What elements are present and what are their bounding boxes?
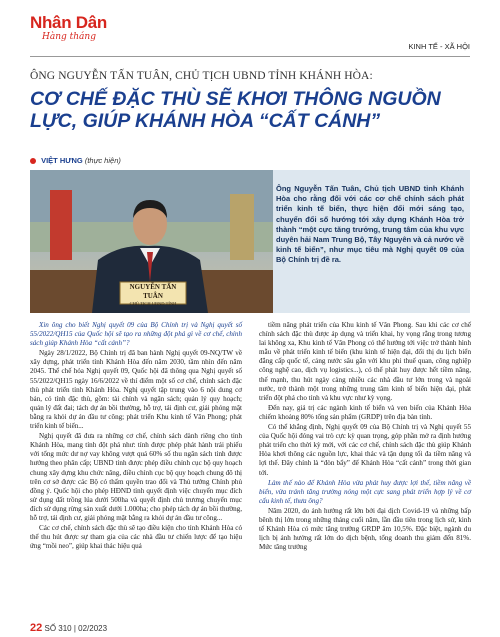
logo-main-text: Nhân Dân	[30, 13, 107, 32]
body-column-right	[259, 321, 471, 553]
author-role: (thực hiện)	[84, 156, 121, 165]
body-paragraph: Nghị quyết đã đưa ra những cơ chế, chính sách dành riêng cho tỉnh Khánh Hòa, mang tính đột phá như: tính được phép phát hành trái phiếu với tổng mức dư nợ vay không vượt quá 60% số thu ngân sách tỉnh được hưởng theo phân cấp; UBND tỉnh được phép điều chỉnh cục bộ quy hoạch chung xây dựng khu chức năng, điều chỉnh cục bộ quy hoạch chung đô thị trên cơ sở được các Bộ có thẩm quyền trao đổi và Thủ tướng Chính phủ đồng ý. Quốc hội cho phép HĐND tỉnh quyết định việc chuyển mục đích sử dụng đất trồng lúa dưới 500ha và quyết định chủ trương chuyển mục đích sử dụng rừng sản xuất dưới 1.000ha; cho phép tách dự án bồi thường, hỗ trợ, tái định cư, giải phóng mặt bằng ra khỏi dự án đầu tư công...	[30, 432, 242, 522]
byline	[30, 156, 121, 165]
nameplate-role: CHỦ TỊCH UBND TỈNH	[129, 301, 177, 306]
body-paragraph: Năm 2020, do ảnh hưởng rất lớn bởi đại dịch Covid-19 và những bấp bênh thị lớn trong những tháng cuối năm, lần đầu tiên trong lịch sử, kinh tế Khánh Hòa có mức tăng trưởng GRDP âm 10,5%. Đặc biệt, ngành du lịch bị ảnh hưởng rất lớn do dịch bệnh, tổng doanh thu giảm đến 81%. Mức tăng trưởng	[259, 506, 471, 552]
body-paragraph: Ngày 28/1/2022, Bộ Chính trị đã ban hành Nghị quyết 09-NQ/TW về xây dựng, phát triển tỉnh Khánh Hòa đến năm 2030, tầm nhìn đến năm 2045. Thể chế hóa Nghị quyết 09, Quốc hội đã thông qua Nghị quyết số 55/2022/QH15 ngày 16/6/2022 về thí điểm một số cơ chế, chính sách đặc thù phát triển tỉnh Khánh Hòa. Nghị quyết tập trung vào 6 nội dung cơ bản, có tính đặc thù, gồm: tài chính và ngân sách; quản lý quy hoạch; quản lý đất đai; tách dự án bồi thường, hỗ trợ, tái định cư, giải phóng mặt bằng ra khỏi dự án đầu tư công; phát triển Khu kinh tế Vân Phong; phát triển kinh tế biển...	[30, 349, 242, 431]
nameplate-name: NGUYỄN TẤN TUÂN	[129, 283, 177, 300]
page-number: 22	[30, 622, 43, 634]
body-paragraph: Các cơ chế, chính sách đặc thù sẽ tạo điều kiện cho tỉnh Khánh Hòa có thể thu hút được sự tham gia của các nhà đầu tư chiến lược để tạo hiệu ứng “mồi neo”, giúp khai thác hiệu quả	[30, 524, 242, 551]
body-paragraph: tiềm năng phát triển của Khu kinh tế Vân Phong. Sau khi các cơ chế chính sách đặc thù được áp dụng và triển khai, hy vọng rằng trong tương lai không xa, Khu kinh tế Vân Phong có thể hướng tới việc trở thành hình mẫu về phát triển kinh tế biển (khu kinh tế hiện đại, đổi thị du lịch biển đẳng cấp quốc tế, cảng nước sâu gắn với khu phi thuế quan, công nghiệp công nghệ cao, dịch vụ logistics...), có thể phát huy được hết tiềm năng, thế mạnh, thu hút ngày càng nhiều các nhà đầu tư lớn trong và ngoài nước, trở thành một trong những trung tâm kinh tế biển hiện đại, phát triển đột phá cho tỉnh và khu vực như kỳ vọng.	[259, 321, 471, 402]
nameplate	[120, 283, 186, 307]
body-paragraph: Đến nay, giá trị các ngành kinh tế biển và ven biển của Khánh Hòa chiếm khoảng 80% tổng sản phẩm (GRDP) trên địa bàn tỉnh.	[259, 403, 471, 421]
page-footer	[30, 622, 107, 634]
interview-question: Xin ông cho biết Nghị quyết 09 của Bộ Chính trị và Nghị quyết số 55/2022/QH15 của Quốc hội sẽ tạo ra những đột phá gì về cơ chế, chính sách giúp Khánh Hòa “cất cánh”?	[30, 321, 242, 348]
logo-sub-text: Hàng tháng	[42, 32, 96, 42]
byline-bullet-icon	[30, 158, 36, 164]
interview-question: Làm thế nào để Khánh Hòa vừa phát huy được lợi thế, tiềm năng về biển, vừa tránh tăng trưởng nóng một cực sang phát triển hợp lý về cơ cấu kinh tế, thưa ông?	[259, 478, 471, 505]
section-label: KINH TẾ - XÃ HỘI	[408, 42, 470, 51]
photo-caption: Ông Nguyễn Tấn Tuân, Chủ tịch UBND tỉnh Khánh Hòa cho rằng đối với các cơ chế chính sách phát triển kinh tế biển, thực hiện đổi mới sáng tạo, chuyển đổi số hướng tới xây dựng Khánh Hòa trở thành “một cực tăng trưởng, trung tâm của khu vực duyên hải Nam Trung Bộ, Tây Nguyên và cả nước về kinh tế biển”, như mục tiêu mà Nghị quyết 09 của Bộ Chính trị đề ra.	[276, 184, 464, 265]
body-column-left	[30, 321, 242, 552]
body-paragraph: Có thể khẳng định, Nghị quyết 09 của Bộ Chính trị và Nghị quyết 55 của Quốc hội đóng vai trò cực kỳ quan trọng, góp phần mở ra định hướng phát triển cho thời kỳ mới, với các cơ chế, chính sách đặc thù giúp Khánh Hòa khơi thông các nguồn lực, khai thác và tận dụng tối đa tiềm năng và lợi thế. Đây chính là “đòn bẩy” để Khánh Hòa “cất cánh” trong thời gian tới.	[259, 423, 471, 477]
author-name: VIỆT HƯNG	[41, 156, 83, 165]
issue-label: SỐ 310 | 02/2023	[44, 624, 108, 633]
masthead-logo	[30, 14, 122, 56]
article-title: CƠ CHẾ ĐẶC THÙ SẼ KHƠI THÔNG NGUỒN LỰC, GIÚP KHÁNH HÒA “CẤT CÁNH”	[30, 88, 441, 132]
portrait-photo	[30, 170, 273, 313]
article-kicker: ÔNG NGUYỄN TẤN TUÂN, CHỦ TỊCH UBND TỈNH KHÁNH HÒA:	[30, 70, 373, 82]
header-divider	[30, 56, 470, 57]
